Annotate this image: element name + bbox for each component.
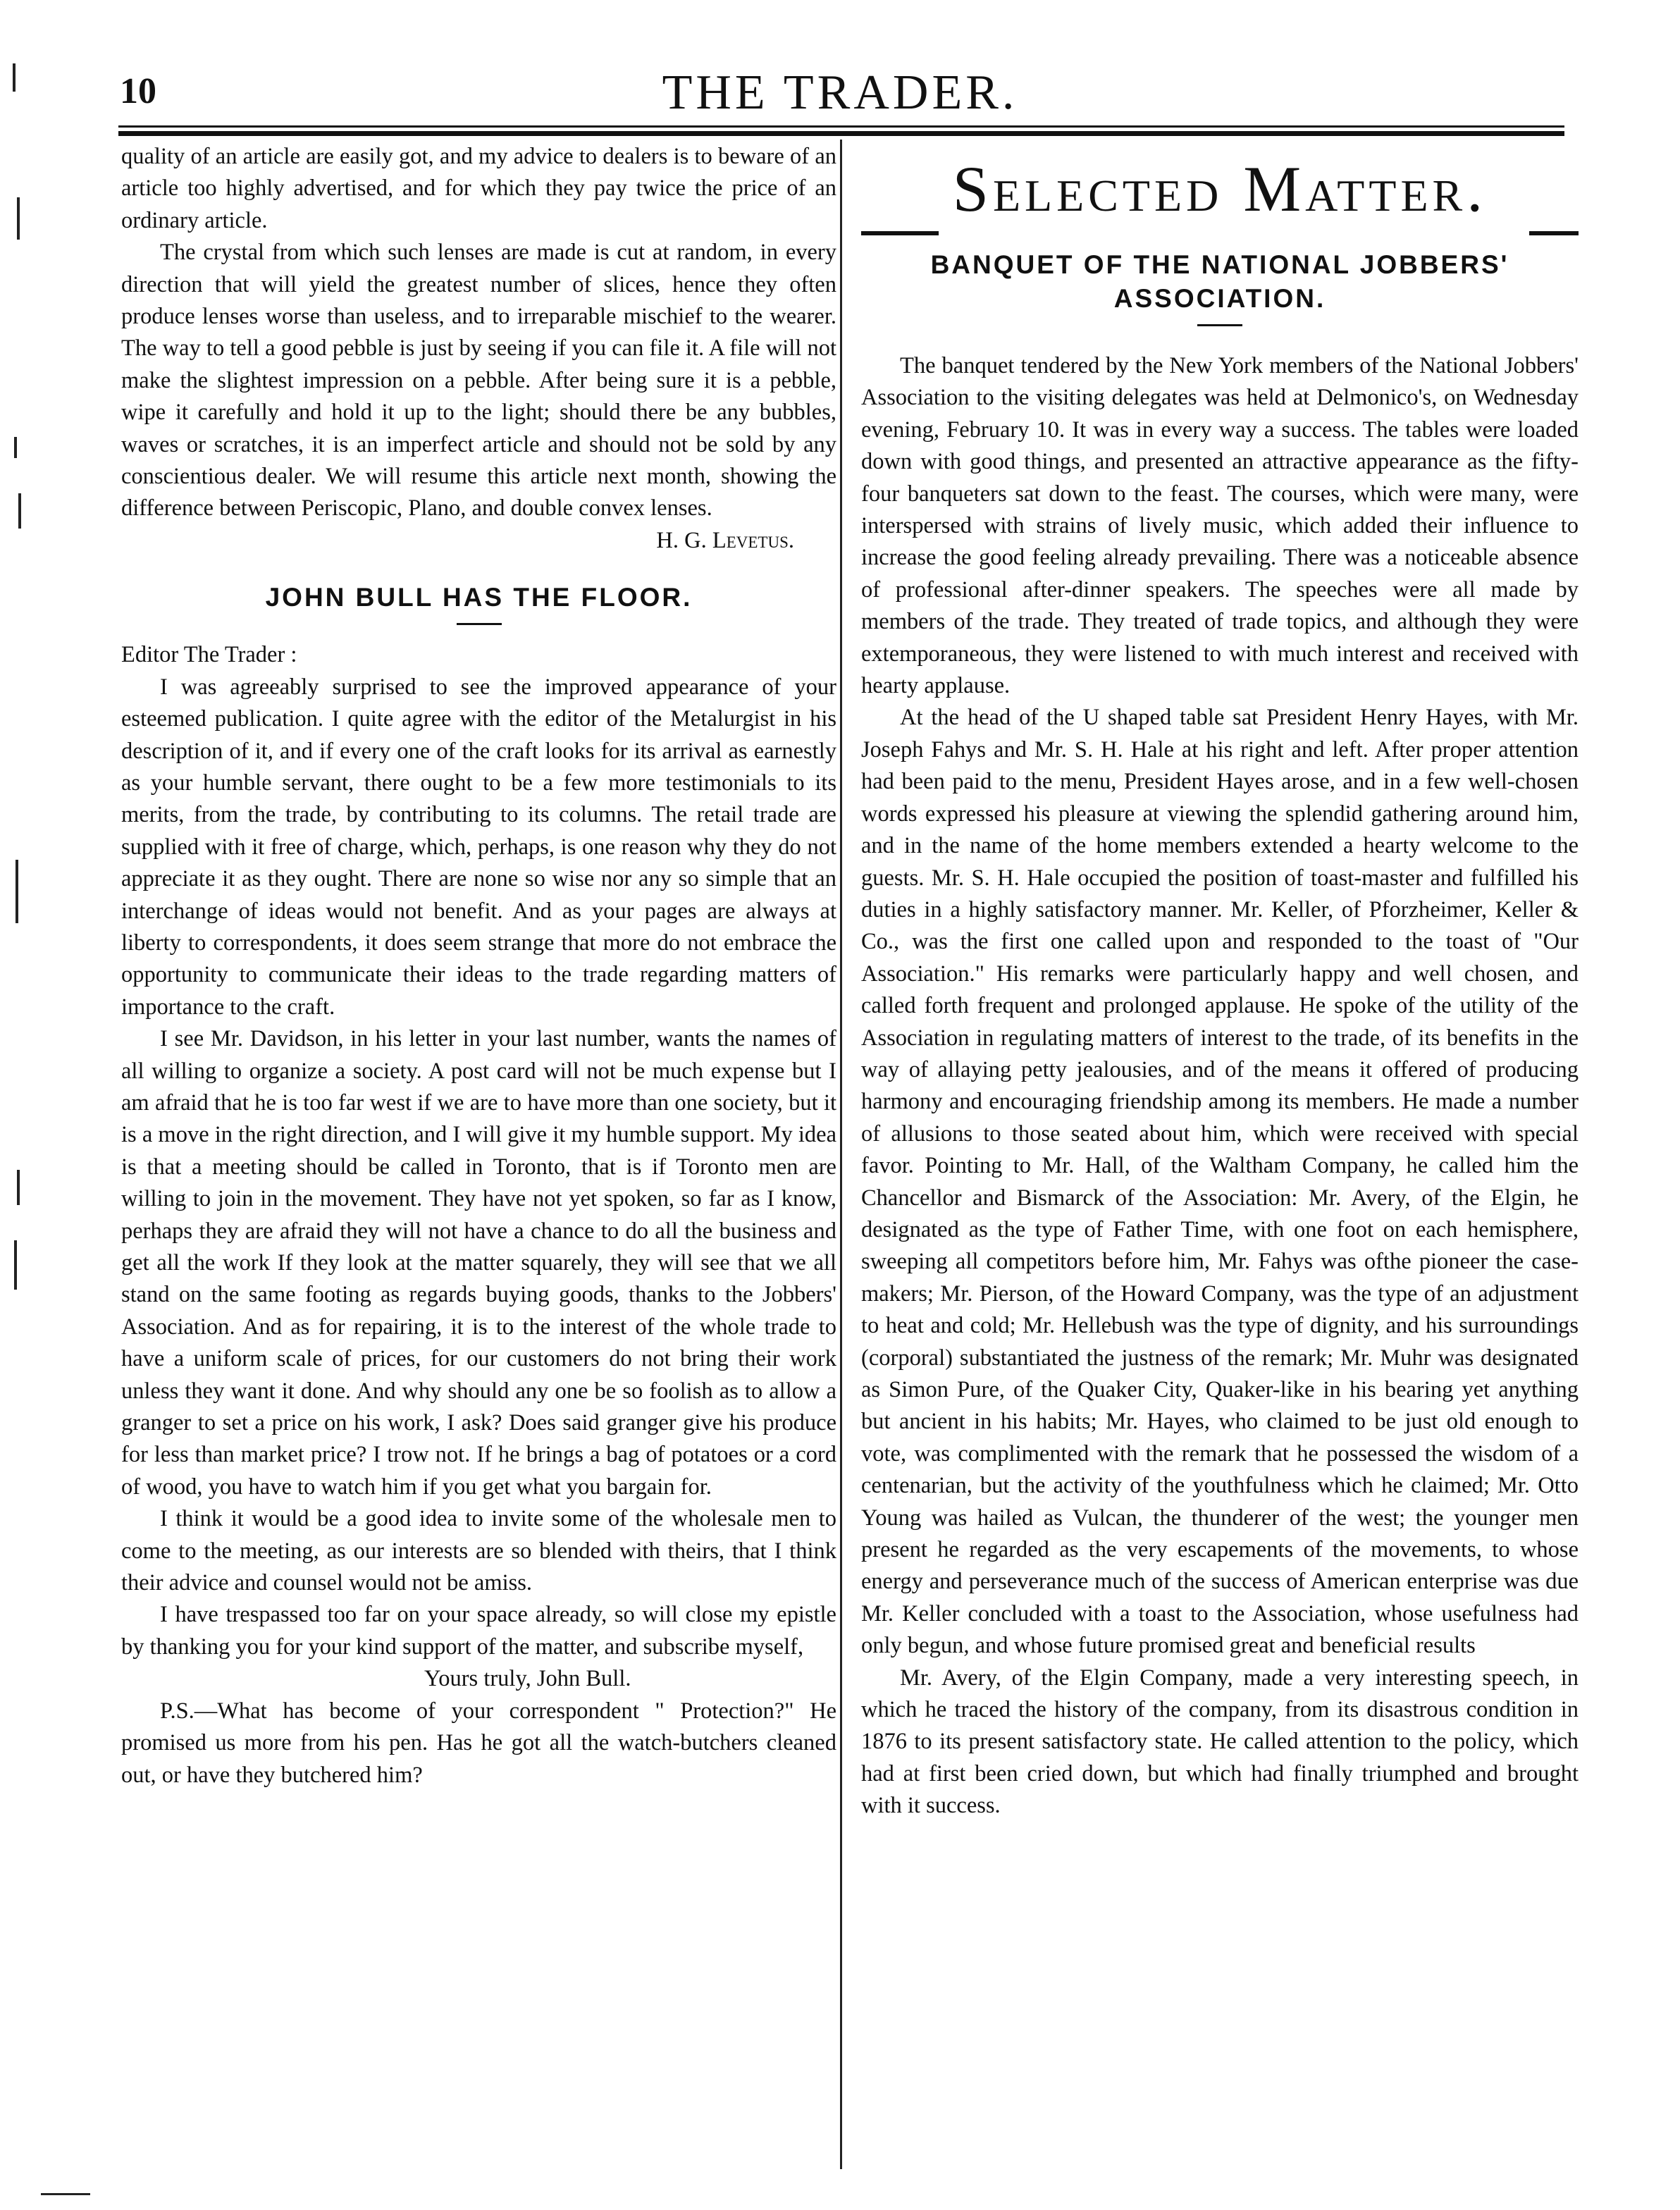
- article-paragraph: The crystal from which such lenses are made is cut at random, in every direction that will yield the greatest number of slices, hence they often produce lenses worse than useless, and to irreparable mischief to the wearer. The way to tell a good pebble is just by seeing if you can file it. A file will not make the slightest impression on a pebble. After being sure it is a pebble, wipe it carefully and hold it up to the light; should there be any bubbles, waves or scratches, it is an imperfect article and should not be sold by any conscientious dealer. We will resume this article next month, showing the difference between Periscopic, Plano, and double convex lenses.: [121, 240, 836, 521]
- left-column: [121, 141, 836, 1791]
- section-title-rules: [861, 224, 1579, 248]
- letter-heading: JOHN BULL HAS THE FLOOR.: [265, 583, 693, 612]
- letter-paragraph: I have trespassed too far on your space already, so will close my epistle by thanking you for your kind support of the matter, and subscribe myself,: [121, 1602, 836, 1660]
- left-ornament-rule: [861, 231, 939, 235]
- article-paragraph: The banquet tendered by the New York members of the National Jobbers' Association to the visiting delegates was held at Delmonico's, on Wednesday evening, February 10. It was in every way a success. The tables were loaded down with good things, and presented an attractive appearance as the fifty-four banqueters sat down to the feast. The courses, which were many, were interspersed with strains of lively music, which added their influence to increase the good feeling already prevailing. There was a noticeable absence of professional after-dinner speakers. The speeches were all made by members of the trade. They treated of trade topics, and although they were extemporaneous, they were listened to with much interest and received with hearty applause.: [861, 353, 1579, 699]
- article-heading: BANQUET OF THE NATIONAL JOBBERS' ASSOCIATION.: [930, 250, 1509, 313]
- letter-paragraph: I see Mr. Davidson, in his letter in your last number, wants the names of all willing to organize a society. A post card will not be much expense but I am afraid that he is too far west if we are to have more than one society, but it is a move in the right direction, and I will give it my humble support. My idea is that a meeting should be called in Toronto, that is if Toronto men are willing to join in the movement. They have not yet spoken, so far as I know, perhaps they are afraid they will not have a chance to do all the business and get all the work If they look at the matter squarely, they will see that we all stand on the same footing as regards buying goods, thanks to the Jobbers' Association. And as for repairing, it is to the interest of the whole trade to have a uniform scale of prices, for our customers do not bring their work unless they want it done. And why should any one be so foolish as to allow a granger to set a price on his work, I ask? Does said granger give his produce for less than market price? I trow not. If he brings a bag of potatoes or a cord of wood, you have to watch him if you get what you bargain for.: [121, 1026, 836, 1500]
- heading-rule: [457, 623, 502, 625]
- letter-salutation: Editor The Trader :: [121, 642, 297, 668]
- page-corner-mark: [41, 2193, 90, 2195]
- article-paragraph: At the head of the U shaped table sat President Henry Hayes, with Mr. Joseph Fahys and Mr. S. H. Hale at his right and left. After proper attention had been paid to the menu, President Hayes arose, and in a few well-chosen words expressed his pleasure at viewing the splendid gathering around him, and in the name of the home members extended a hearty welcome to the guests. Mr. S. H. Hale occupied the position of toast-master and fulfilled his duties in a highly satisfactory manner. Mr. Keller, of Pforzheimer, Keller & Co., was the first one called upon and responded to the toast of "Our Association." His remarks were particularly happy and well chosen, and called forth frequent and prolonged applause. He spoke of the utility of the Association in regulating matters of interest to the trade, of its benefits in the way of allaying petty jealousies, and of the means it offered of producing harmony and encouraging friendship among its members. He made a number of allusions to those seated about him, which were received with special favor. Pointing to Mr. Hall, of the Waltham Company, he called him the Chancellor and Bismarck of the Association: Mr. Avery, of the Elgin, he designated as the type of Father Time, with one foot on each hemisphere, sweeping all competitors before him, Mr. Fahys was ofthe pioneer the case-makers; Mr. Pierson, of the Howard Company, was the type of an adjustment to heat and cold; Mr. Hellebush was the type of dignity, and his surroundings (corporal) substantiated the justness of the remark; Mr. Muhr was designated as Simon Pure, of the Quaker City, Quaker-like in his bearing yet anything but ancient in his habits; Mr. Hayes, who claimed to be just old enough to vote, was complimented with the remark that he possessed the wisdom of a centenarian, but the activity of the youthfulness which he claimed; Mr. Otto Young was hailed as Vulcan, the thunderer of the west; the younger men present he regarded as the very escapements of the movements, to whose energy and perseverance much of the success of American enterprise was due Mr. Keller concluded with a toast to the Association, whose usefulness had only begun, and whose future promised great and beneficial results: [861, 705, 1579, 1659]
- heading-rule: [1197, 324, 1242, 326]
- section-title: Selected Matter.: [952, 153, 1488, 225]
- letter-paragraph: I think it would be a good idea to invite some of the wholesale men to come to the meeting, as our interests are so blended with theirs, that I think their advice and counsel would not be amiss.: [121, 1506, 836, 1596]
- right-column: [861, 149, 1579, 1822]
- page-number: 10: [120, 71, 156, 111]
- letter-postscript: P.S.—What has become of your correspondent " Protection?" He promised us more from his pen. Has he got all the watch-butchers cleaned out, or have they butchered him?: [121, 1698, 836, 1788]
- binding-margin-marks: [7, 42, 49, 1452]
- header-thick-rule: [118, 131, 1564, 136]
- right-ornament-rule: [1529, 231, 1579, 235]
- column-divider: [840, 140, 842, 2169]
- masthead-title: THE TRADER.: [662, 66, 1018, 120]
- article-continuation-paragraph: quality of an article are easily got, and my advice to dealers is to beware of an article too highly advertised, and for which they pay twice the price of an ordinary article.: [121, 144, 836, 233]
- article-paragraph: Mr. Avery, of the Elgin Company, made a very interesting speech, in which he traced the history of the company, from its disastrous condition in 1876 to its present satisfactory state. He called attention to the policy, which had at first been cried down, but which had finally triumphed and brought with it success.: [861, 1665, 1579, 1819]
- letter-paragraph: I was agreeably surprised to see the improved appearance of your esteemed publication. I quite agree with the editor of the Metalurgist in his description of it, and if every one of the craft looks for its arrival as earnestly as your humble servant, there ought to be a few more testimonials to its merits, from the trade, by contributing to its columns. The retail trade are supplied with it free of charge, which, perhaps, is one reason why they do not appreciate it as they ought. There are none so wise nor any so simple that an interchange of ideas would not benefit. And as your pages are always at liberty to correspondents, it does seem strange that more do not embrace the opportunity to communicate their ideas to the trade regarding matters of importance to the craft.: [121, 674, 836, 1020]
- author-signature: H. G. Levetus.: [656, 527, 794, 553]
- letter-closing: Yours truly, John Bull.: [424, 1666, 631, 1692]
- header-thin-rule: [118, 125, 1564, 128]
